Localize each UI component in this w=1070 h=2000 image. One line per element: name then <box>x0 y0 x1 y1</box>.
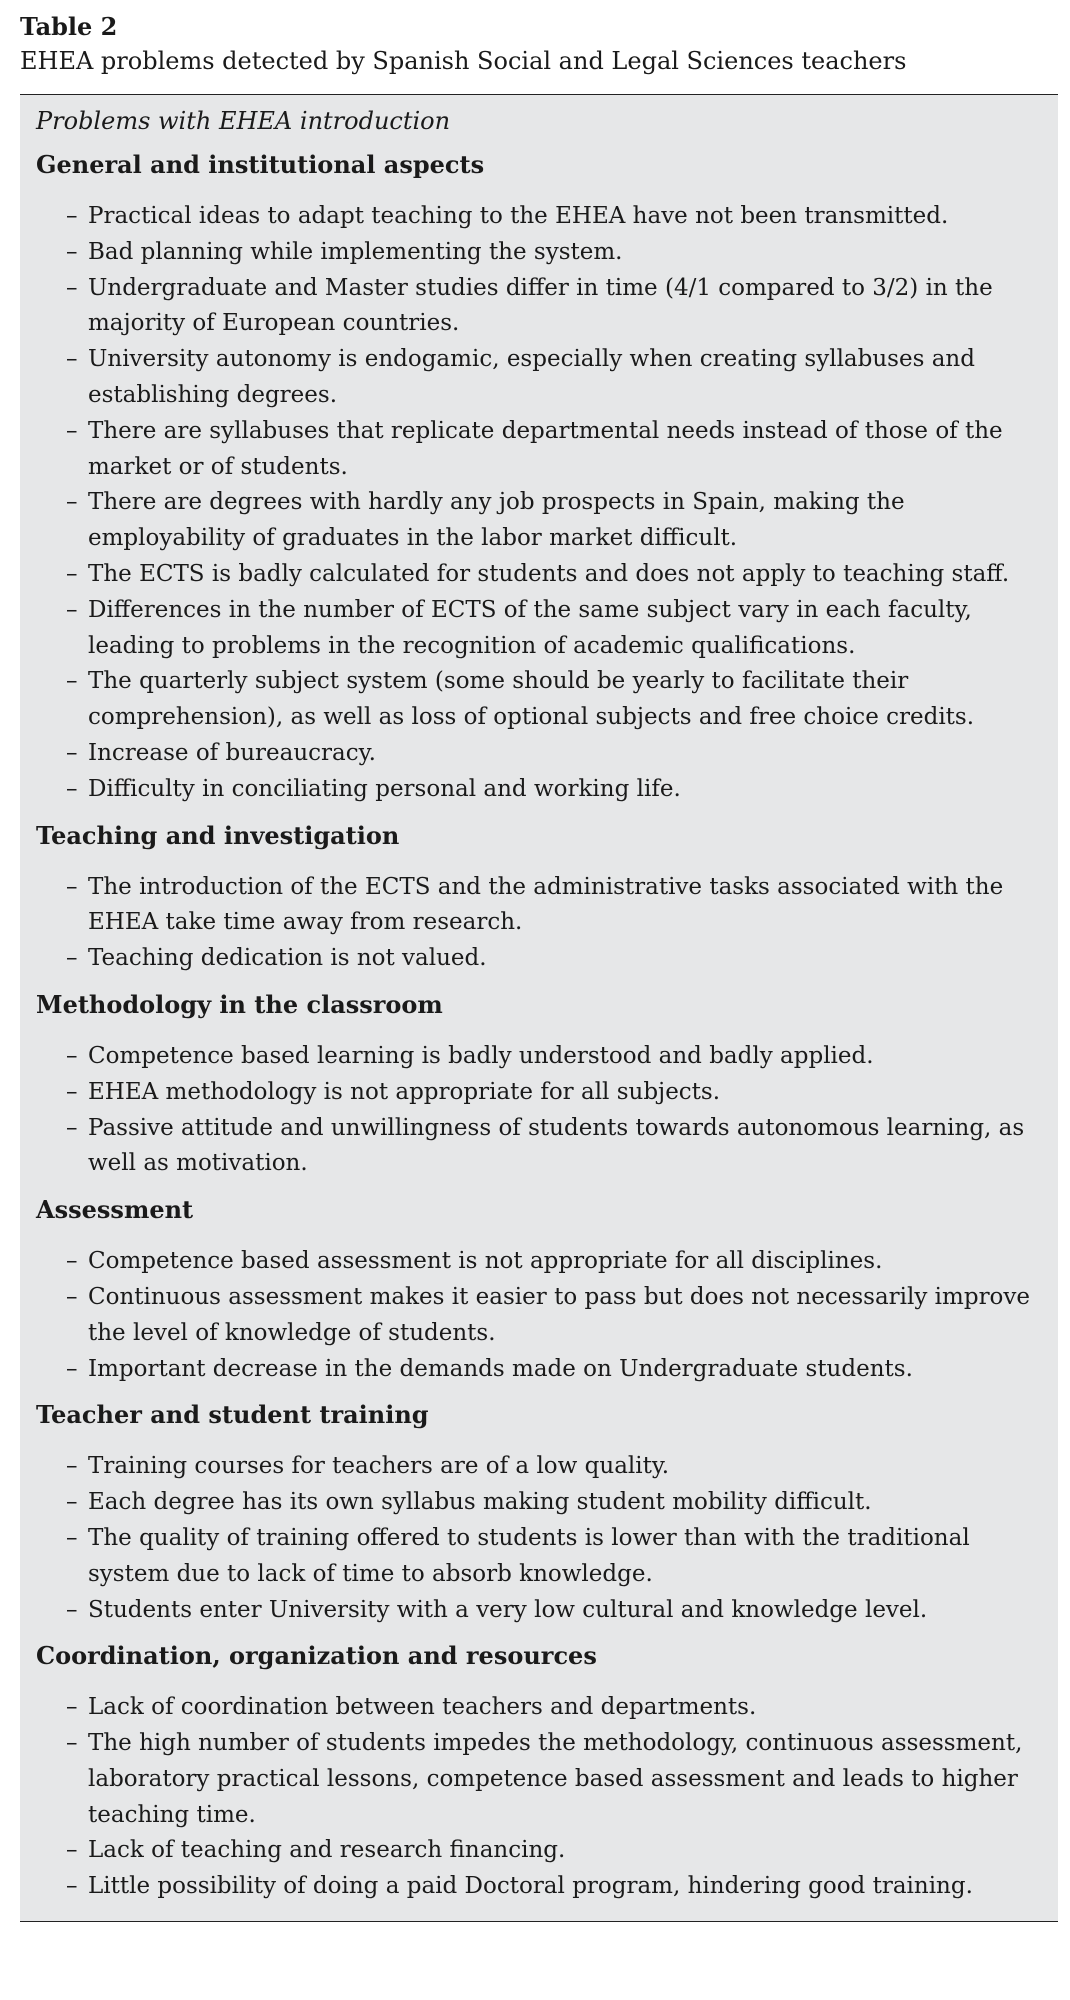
table-label: Table 2 <box>20 12 118 41</box>
section-title: Teacher and student training <box>36 1400 429 1430</box>
list-item: – The quarterly subject system (some should be yearly to facilitate their comprehension), as well as loss of optional subjects and free choice credits. <box>88 664 1058 736</box>
list-item: – Differences in the number of ECTS of the same subject vary in each faculty, leading to problems in the recognition of academic qualifications. <box>88 593 1058 665</box>
list-item: – Passive attitude and unwillingness of students towards autonomous learning, as well as motivation. <box>88 1111 1058 1183</box>
section <box>36 1638 1058 1905</box>
table-body <box>20 94 1058 1922</box>
list-item: – The ECTS is badly calculated for students and does not apply to teaching staff. <box>88 557 1058 593</box>
table-page <box>20 10 1058 1922</box>
list-item: – Practical ideas to adapt teaching to the EHEA have not been transmitted. <box>88 199 1058 235</box>
section-item-list <box>36 870 1058 977</box>
section-title: Assessment <box>36 1195 194 1225</box>
list-item: – Competence based learning is badly understood and badly applied. <box>88 1039 1058 1075</box>
section-title: General and institutional aspects <box>36 150 485 179</box>
section-title: Coordination, organization and resources <box>36 1641 597 1671</box>
list-item: – Important decrease in the demands made on Undergraduate students. <box>88 1352 1058 1388</box>
list-item: – The high number of students impedes the methodology, continuous assessment, laboratory practical lessons, competence based assessment and leads to higher teaching time. <box>88 1726 1058 1833</box>
section-item-list <box>36 1039 1058 1182</box>
section-item-list <box>36 1449 1058 1628</box>
list-item: – Increase of bureaucracy. <box>88 736 1058 772</box>
section-title: Teaching and investigation <box>36 820 400 850</box>
section-item-list <box>36 1244 1058 1387</box>
section <box>36 1397 1058 1628</box>
column-header: Problems with EHEA introduction <box>36 107 451 135</box>
list-item: – Little possibility of doing a paid Doctoral program, hindering good training. <box>88 1869 1058 1905</box>
list-item: – EHEA methodology is not appropriate for all subjects. <box>88 1075 1058 1111</box>
section-item-list <box>36 199 1058 808</box>
section <box>36 147 1058 808</box>
section-item-list <box>36 1690 1058 1905</box>
section-title: Methodology in the classroom <box>36 989 443 1019</box>
list-item: – Students enter University with a very low cultural and knowledge level. <box>88 1593 1058 1629</box>
sections-container <box>36 147 1058 1905</box>
list-item: – University autonomy is endogamic, especially when creating syllabuses and establishing degrees. <box>88 342 1058 414</box>
list-item: – Training courses for teachers are of a low quality. <box>88 1449 1058 1485</box>
table-caption: EHEA problems detected by Spanish Social and Legal Sciences teachers <box>20 47 907 75</box>
list-item: – There are syllabuses that replicate departmental needs instead of those of the market or of students. <box>88 414 1058 486</box>
list-item: – Continuous assessment makes it easier to pass but does not necessarily improve the level of knowledge of students. <box>88 1280 1058 1352</box>
list-item: – Bad planning while implementing the system. <box>88 235 1058 271</box>
list-item: – The introduction of the ECTS and the administrative tasks associated with the EHEA take time away from research. <box>88 870 1058 942</box>
list-item: – Lack of coordination between teachers and departments. <box>88 1690 1058 1726</box>
list-item: – There are degrees with hardly any job prospects in Spain, making the employability of graduates in the labor market difficult. <box>88 485 1058 557</box>
section <box>36 987 1058 1182</box>
section <box>36 1192 1058 1387</box>
list-item: – Competence based assessment is not appropriate for all disciplines. <box>88 1244 1058 1280</box>
list-item: – The quality of training offered to students is lower than with the traditional system due to lack of time to absorb knowledge. <box>88 1521 1058 1593</box>
list-item: – Lack of teaching and research financing. <box>88 1833 1058 1869</box>
list-item: – Undergraduate and Master studies differ in time (4/1 compared to 3/2) in the majority of European countries. <box>88 271 1058 343</box>
section <box>36 818 1058 977</box>
list-item: – Difficulty in conciliating personal and working life. <box>88 772 1058 808</box>
list-item: – Each degree has its own syllabus making student mobility difficult. <box>88 1485 1058 1521</box>
list-item: – Teaching dedication is not valued. <box>88 941 1058 977</box>
